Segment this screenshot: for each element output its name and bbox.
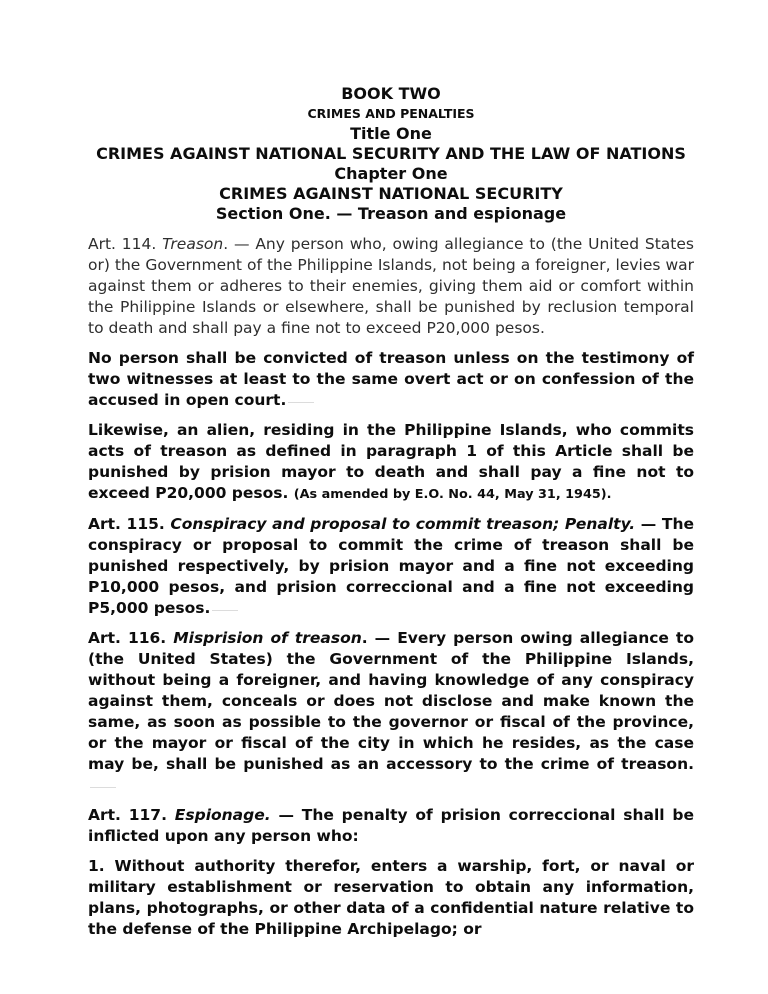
article-117-separator: — [270, 806, 302, 824]
title-one-heading: CRIMES AGAINST NATIONAL SECURITY AND THE LAW OF NATIONS [96, 144, 686, 163]
treason-conviction-body: No person shall be convicted of treason unless on the testimony of two witnesses at least to the same overt act or on confession of the accused in open court. [88, 349, 694, 409]
amendment-note: (As amended by E.O. No. 44, May 31, 1945). [293, 487, 612, 502]
artifact-underline [212, 610, 238, 611]
article-116-title: Misprision of treason [173, 629, 362, 647]
article-115-title: Conspiracy and proposal to commit treason; Penalty. [170, 515, 636, 533]
article-116-label: Art. 116. [88, 629, 174, 647]
article-116-separator: . — [361, 629, 398, 647]
treason-conviction-paragraph [88, 348, 694, 411]
article-117-title: Espionage. [174, 806, 271, 824]
article-117-body: The penalty of prision correccional shall be inflicted upon any person who: [88, 806, 695, 845]
article-117-label: Art. 117. [88, 806, 175, 824]
artifact-underline [288, 402, 314, 403]
article-114-paragraph [88, 234, 694, 339]
treason-alien-body: Likewise, an alien, residing in the Philippine Islands, who commits acts of treason as defined in paragraph 1 of this Article shall be punished by prision mayor to death and shall pay a fine not to exceed P20,000 pesos. [88, 421, 694, 502]
title-one-label: Title One [350, 124, 432, 143]
article-114-separator: . — [223, 235, 256, 253]
article-117-item-1-body: 1. Without authority therefor, enters a warship, fort, or naval or military establishment or reservation to obtain any information, plans, photographs, or other data of a confidential nature relative to the defense of the Philippine Archipelago; or [88, 857, 694, 938]
article-114-title: Treason [162, 235, 224, 253]
article-114-body: Any person who, owing allegiance to (the United States or) the Government of the Philippine Islands, not being a foreigner, levies war against them or adheres to their enemies, giving them aid or comfort within the Philippine Islands or elsewhere, shall be punished by reclusion temporal to death and shall pay a fine not to exceed P20,000 pesos. [88, 235, 694, 337]
article-116-paragraph [88, 628, 694, 796]
article-115-body: The conspiracy or proposal to commit the crime of treason shall be punished respectively, by prision mayor and a fine not exceeding P10,000 pesos, and prision correccional and a fine not exceeding P5,000 pesos. [88, 515, 694, 617]
artifact-underline [90, 787, 116, 788]
document-header [88, 84, 694, 224]
article-117-paragraph [88, 805, 694, 847]
article-115-paragraph [88, 514, 694, 619]
chapter-one-label: Chapter One [334, 164, 448, 183]
article-115-label: Art. 115. [88, 515, 171, 533]
article-115-separator: — [635, 515, 662, 533]
article-114-label: Art. 114. [88, 235, 163, 253]
book-subtitle: CRIMES AND PENALTIES [307, 106, 475, 121]
book-title: BOOK TWO [341, 84, 441, 103]
article-116-body: Every person owing allegiance to (the United States) the Government of the Philippine Islands, without being a foreigner, and having knowledge of any conspiracy against them, conceals or does not disclose and make known the same, as soon as possible to the governor or fiscal of the province, or the mayor or fiscal of the city in which he resides, as the case may be, shall be punished as an accessory to the crime of treason. [88, 629, 694, 773]
treason-alien-paragraph [88, 420, 694, 505]
article-117-item-1 [88, 856, 694, 940]
section-one-heading: Section One. — Treason and espionage [215, 204, 567, 223]
chapter-one-heading: CRIMES AGAINST NATIONAL SECURITY [219, 184, 563, 203]
